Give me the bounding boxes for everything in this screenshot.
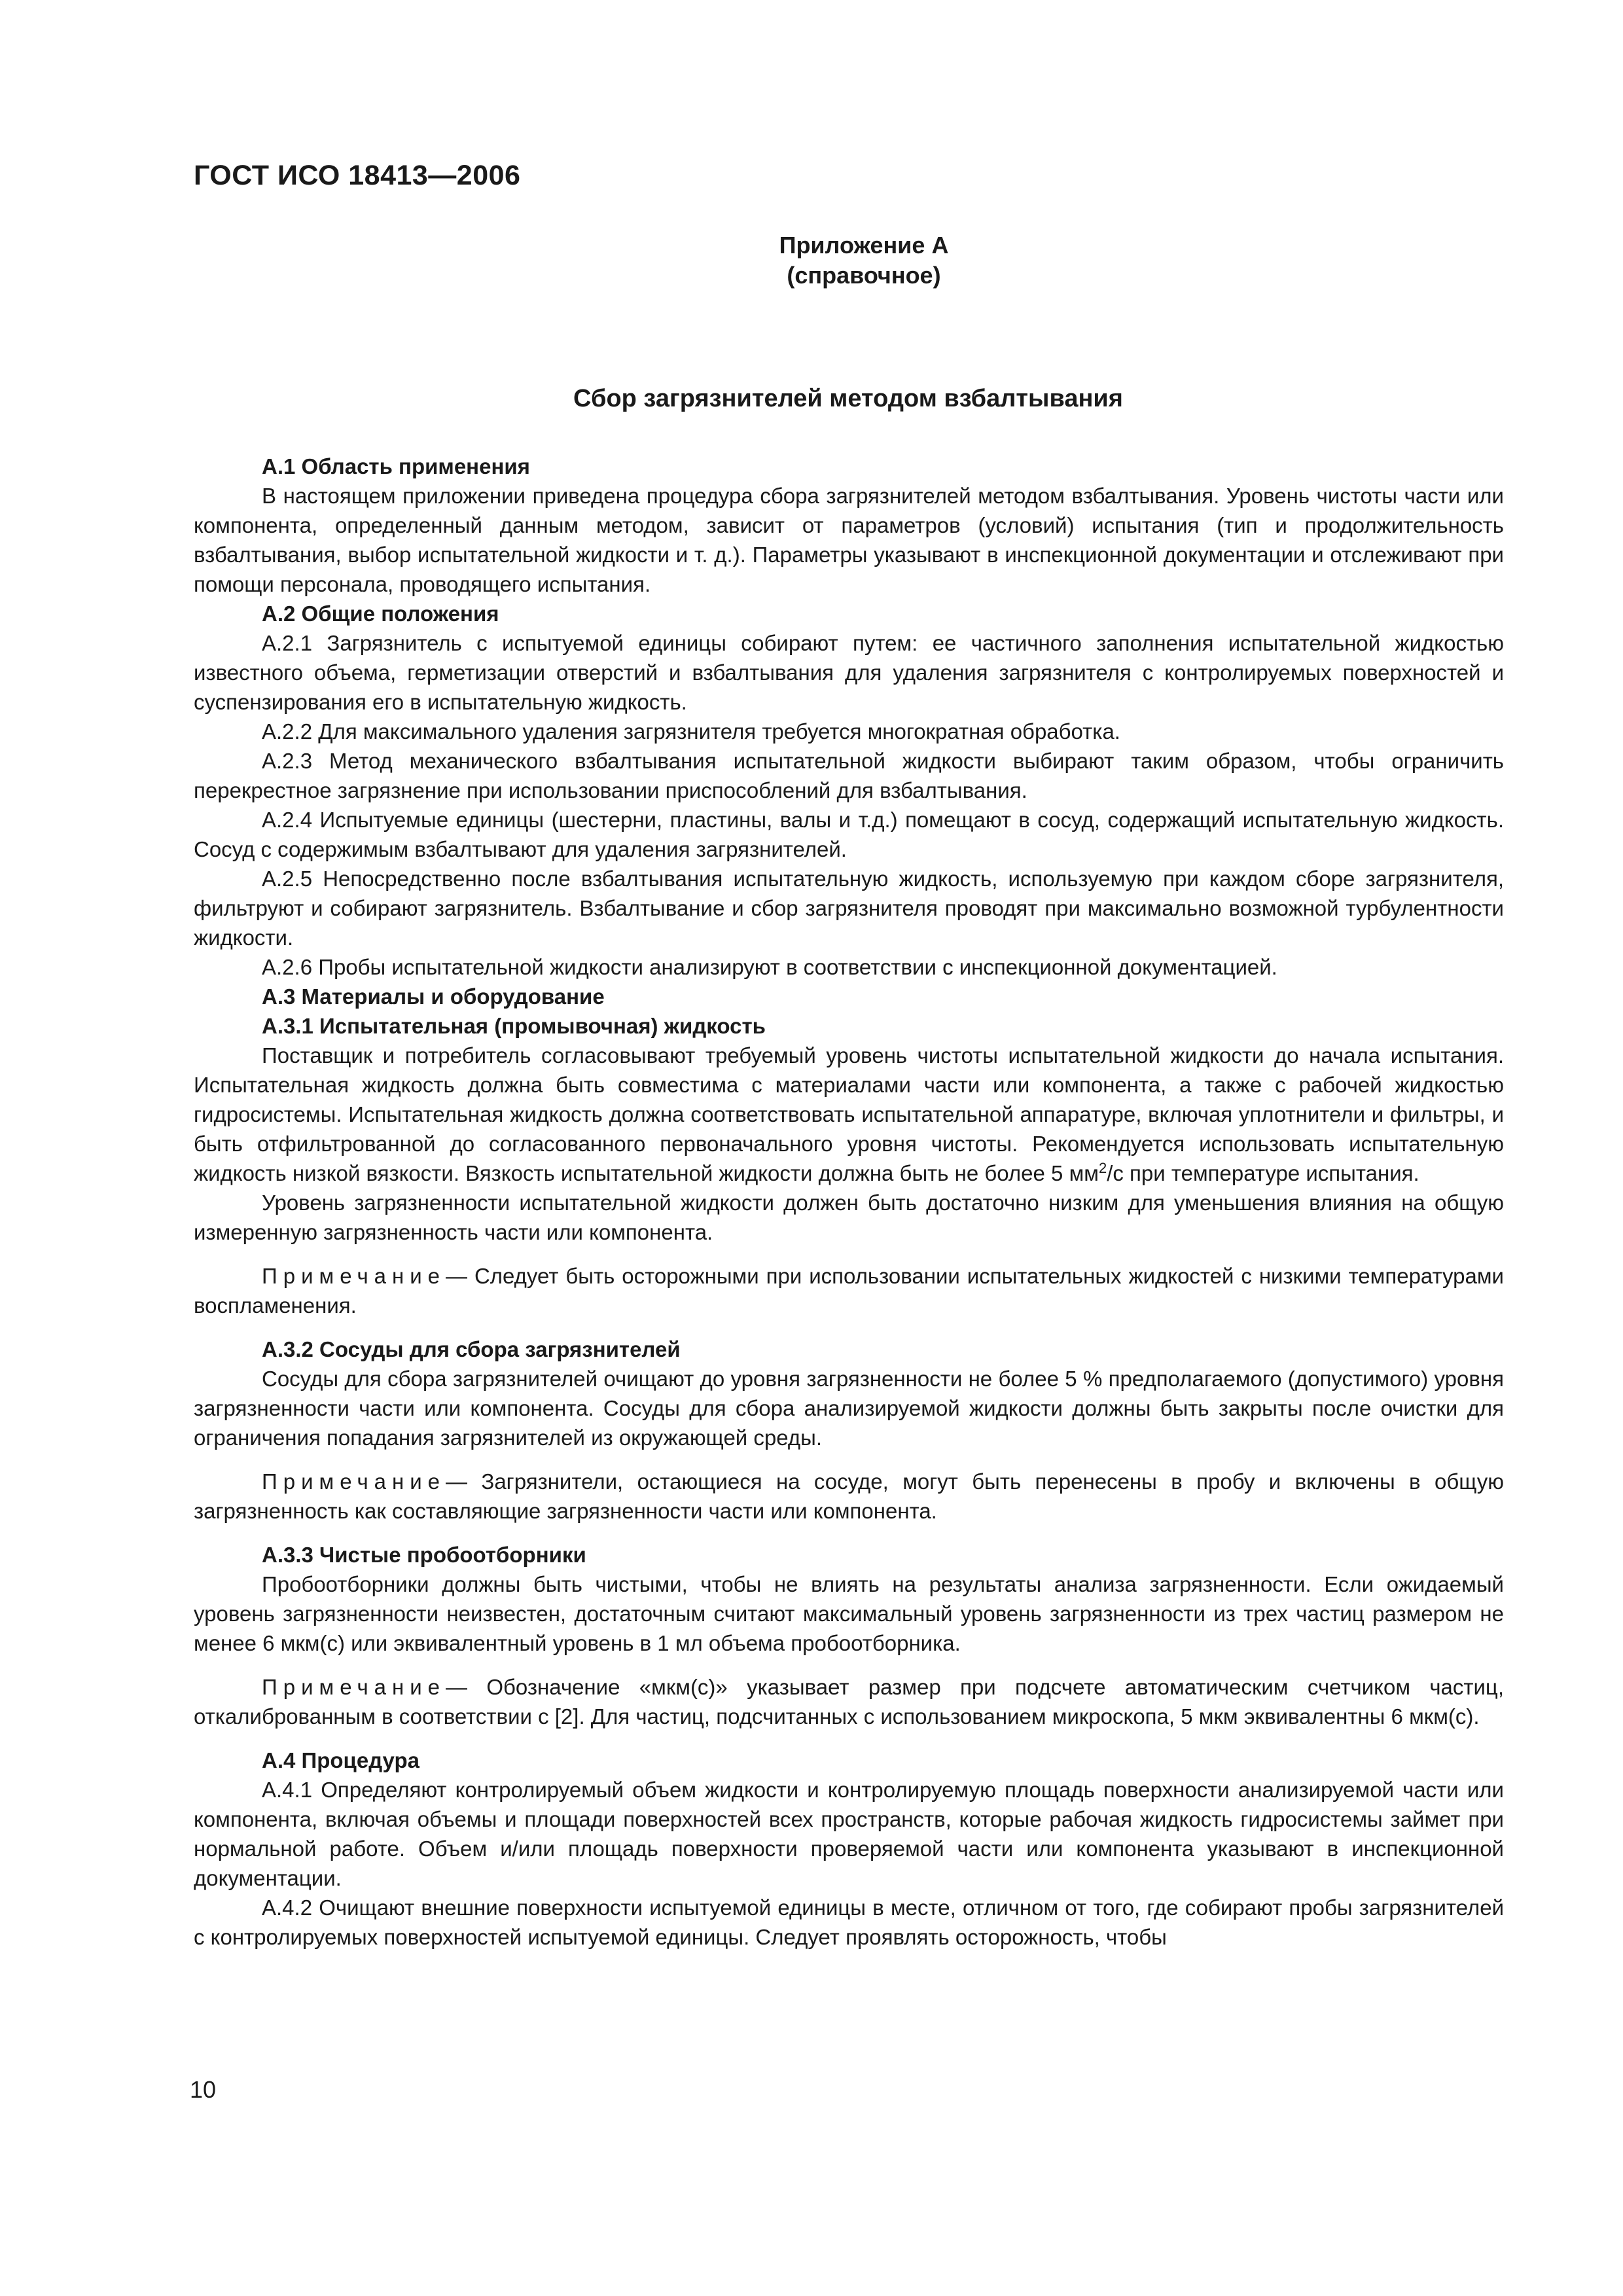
note-text: — Обозначение «мкм(с)» указывает размер при подсчете автоматическим счетчиком частиц, откалиброванным в соответствии с [2]. Для частиц, подсчитанных с использованием микроскопа, 5 мкм эквивалентны 6 мкм(с).: [194, 1675, 1504, 1729]
paragraph-a3-1-text: Поставщик и потребитель согласовывают требуемый уровень чистоты испытательной жидкости до начала испытания. Испытательная жидкость должна быть совместима с материалами части или компонента, а также с рабочей жидкостью гидросистемы. Испытательная жидкость должна соответствовать испытательной аппаратуре, включая уплотнители и фильтры, и быть отфильтрованной до согласованного первоначального уровня чистоты. Рекомендуется использовать испытательную жидкость низкой вязкости. Вязкость испытательной жидкости должна быть не более 5 мм: [194, 1043, 1504, 1185]
paragraph-a2-3: А.2.3 Метод механического взбалтывания испытательной жидкости выбирают таким образом, чтобы ограничить перекрестное загрязнение при использовании приспособлений для взбалтывания.: [194, 749, 1504, 802]
paragraph-a1: В настоящем приложении приведена процедура сбора загрязнителей методом взбалтывания. Уровень чистоты части или компонента, определенный данным методом, зависит от параметров (условий) испытания (тип и продолжительность взбалтывания, выбор испытательной жидкости и т. д.). Параметры указывают в инспекционной документации и отслеживают при помощи персонала, проводящего испытания.: [194, 484, 1504, 596]
annex-title: Сбор загрязнителей методом взбалтывания: [573, 385, 1123, 412]
document-body: [194, 452, 1504, 1952]
annex-status: (справочное): [787, 262, 941, 289]
note-a3-3: [194, 1672, 1504, 1731]
paragraph-a3-2: Сосуды для сбора загрязнителей очищают до уровня загрязненности не более 5 % предполагаемого (допустимого) уровня загрязненности части или компонента. Сосуды для сбора анализируемой жидкости должны быть закрыты после очистки для ограничения попадания загрязнителей из окружающей среды.: [194, 1367, 1504, 1450]
note-label: Примечание: [262, 1469, 446, 1494]
section-heading-a1: А.1 Область применения: [262, 454, 530, 478]
annex-label: Приложение А: [779, 232, 949, 259]
paragraph-a3-1-text-end: /с при температуре испытания.: [1107, 1161, 1419, 1185]
note-a3-2: [194, 1467, 1504, 1526]
paragraph-a2-4: А.2.4 Испытуемые единицы (шестерни, пластины, валы и т.д.) помещают в сосуд, содержащий испытательную жидкость. Сосуд с содержимым взбалтывают для удаления загрязнителей.: [194, 808, 1504, 861]
note-label: Примечание: [262, 1264, 446, 1288]
annex-heading: [681, 230, 1047, 291]
subsection-heading-a3-2: А.3.2 Сосуды для сбора загрязнителей: [262, 1337, 681, 1361]
note-text: — Загрязнители, остающиеся на сосуде, могут быть перенесены в пробу и включены в общую загрязненность как составляющие загрязненности части или компонента.: [194, 1469, 1504, 1523]
section-heading-a4: А.4 Процедура: [262, 1748, 419, 1772]
section-heading-a2: А.2 Общие положения: [262, 601, 499, 626]
page-number: 10: [190, 2076, 217, 2103]
note-text: — Следует быть осторожными при использовании испытательных жидкостей с низкими температурами воспламенения.: [194, 1264, 1504, 1318]
paragraph-a2-1: А.2.1 Загрязнитель с испытуемой единицы собирают путем: ее частичного заполнения испытательной жидкостью известного объема, герметизации отверстий и взбалтывания для удаления загрязнителя с контролируемых поверхностей и суспензирования его в испытательную жидкость.: [194, 631, 1504, 714]
paragraph-a4-1: А.4.1 Определяют контролируемый объем жидкости и контролируемую площадь поверхности анализируемой части или компонента, включая объемы и площади поверхностей всех пространств, которые рабочая жидкость гидросистемы займет при нормальной работе. Объем и/или площадь поверхности проверяемой части или компонента указывают в инспекционной документации.: [194, 1778, 1504, 1890]
standard-designation: ГОСТ ИСО 18413—2006: [194, 160, 521, 191]
paragraph-a2-6: А.2.6 Пробы испытательной жидкости анализируют в соответствии с инспекционной документацией.: [262, 955, 1277, 979]
note-label: Примечание: [262, 1675, 446, 1699]
paragraph-a4-2: А.4.2 Очищают внешние поверхности испытуемой единицы в месте, отличном от того, где собирают пробы загрязнителей с контролируемых поверхностей испытуемой единицы. Следует проявлять осторожность, чтобы: [194, 1895, 1504, 1949]
paragraph-a2-2: А.2.2 Для максимального удаления загрязнителя требуется многократная обработка.: [262, 719, 1120, 744]
subsection-heading-a3-1: А.3.1 Испытательная (промывочная) жидкость: [262, 1014, 766, 1038]
note-a3-1: [194, 1261, 1504, 1320]
superscript-2: 2: [1098, 1160, 1107, 1176]
paragraph-a2-5: А.2.5 Непосредственно после взбалтывания испытательную жидкость, используемую при каждом сборе загрязнителя, фильтруют и собирают загрязнитель. Взбалтывание и сбор загрязнителя проводят при максимально возможной турбулентности жидкости.: [194, 867, 1504, 950]
paragraph-a3-1-2: Уровень загрязненности испытательной жидкости должен быть достаточно низким для уменьшения влияния на общую измеренную загрязненность части или компонента.: [194, 1191, 1504, 1244]
section-heading-a3: А.3 Материалы и оборудование: [262, 984, 605, 1009]
paragraph-a3-3: Пробоотборники должны быть чистыми, чтобы не влиять на результаты анализа загрязненности. Если ожидаемый уровень загрязненности неизвестен, достаточным считают максимальный уровень загрязненности из трех частиц размером не менее 6 мкм(с) или эквивалентный уровень в 1 мл объема пробоотборника.: [194, 1572, 1504, 1655]
paragraph-a3-1: [194, 1041, 1504, 1188]
subsection-heading-a3-3: А.3.3 Чистые пробоотборники: [262, 1543, 586, 1567]
